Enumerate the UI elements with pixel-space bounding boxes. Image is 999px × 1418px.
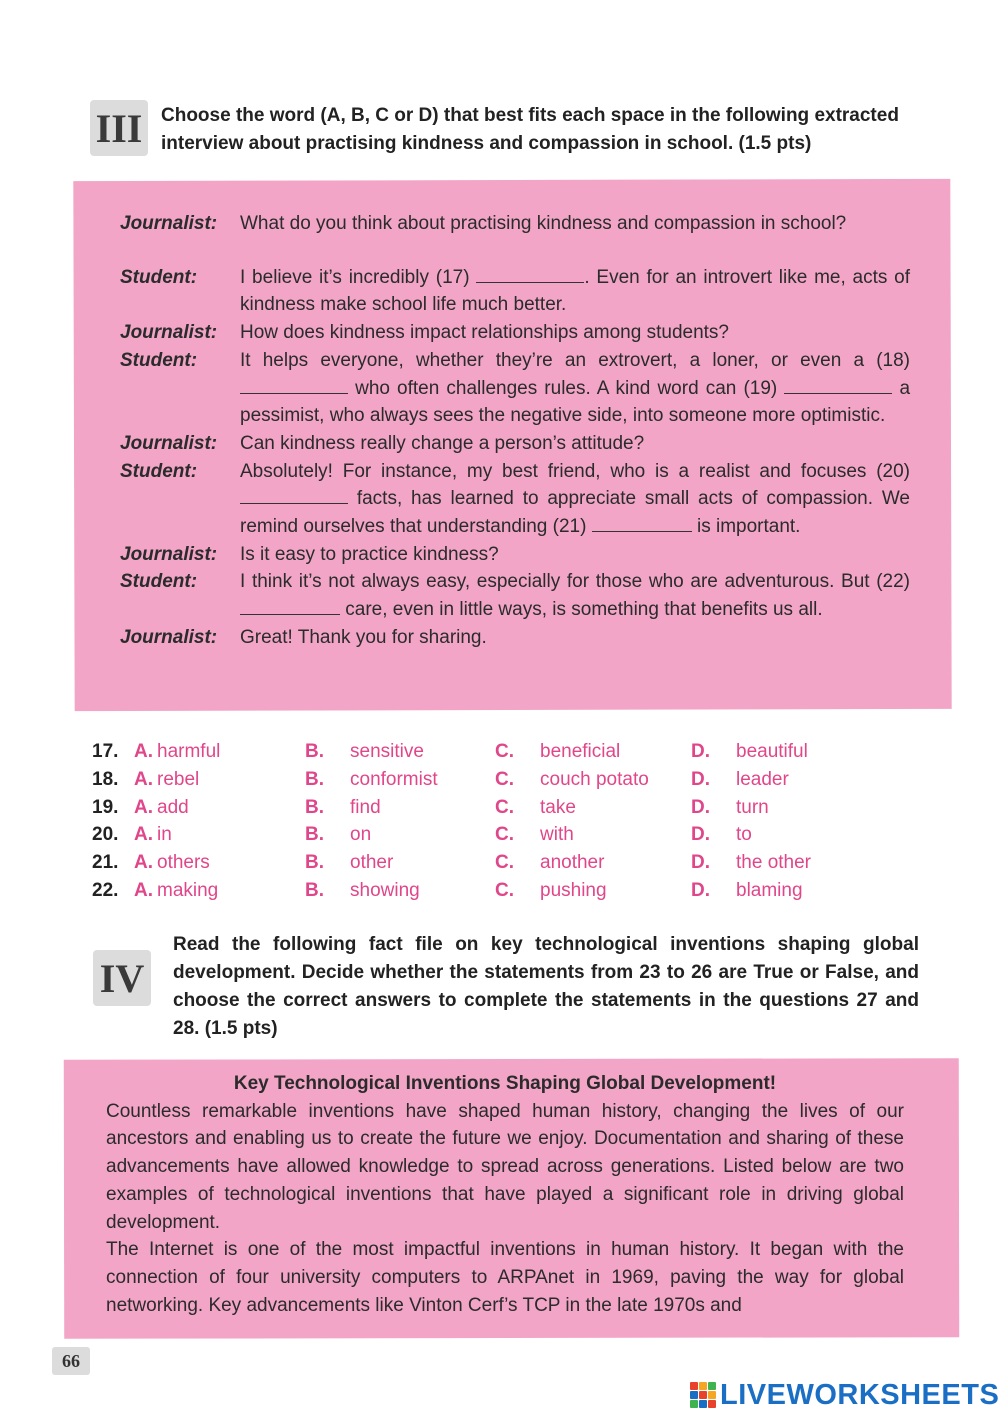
blank-22[interactable] xyxy=(240,597,340,615)
option-b[interactable]: conformist xyxy=(350,768,438,790)
dialog-text xyxy=(240,264,910,319)
speaker-label: Journalist: xyxy=(120,626,218,648)
option-letter: D. xyxy=(691,768,710,790)
dialog-line xyxy=(120,458,910,541)
dialog-text: How does kindness impact relationships among students? xyxy=(240,322,729,344)
section-number-badge: IV xyxy=(93,950,151,1006)
dialog-text: Is it easy to practice kindness? xyxy=(240,543,499,565)
option-letter: C. xyxy=(495,879,514,901)
option-letter: B. xyxy=(305,824,324,846)
option-a[interactable]: add xyxy=(157,796,189,818)
question-row xyxy=(92,794,811,822)
option-letter: D. xyxy=(691,852,710,874)
option-letter: D. xyxy=(691,741,710,762)
dialog-text-part: . Even for an introvert like me, acts of kindness make school life much better. xyxy=(240,266,911,316)
factfile-paragraph: The Internet is one of the most impactful inventions in human history. It began with the connection of four university computers to ARPAnet in 1969, paving the way for global networking. Key advancements like Vinton Cerf’s TCP in the late 1970s and xyxy=(106,1239,904,1316)
option-letter: B. xyxy=(305,852,324,874)
question-row xyxy=(92,738,811,766)
question-number: 18. xyxy=(92,768,119,790)
speaker-label: Student: xyxy=(120,571,198,593)
option-letter: D. xyxy=(691,824,710,846)
dialog-line xyxy=(120,541,910,569)
question-number: 20. xyxy=(92,824,119,846)
option-c[interactable]: couch potato xyxy=(540,768,649,790)
dialog-line xyxy=(120,210,910,238)
brand-name: LIVEWORKSHEETS xyxy=(720,1378,999,1411)
option-letter: A. xyxy=(134,741,153,762)
dialog-line xyxy=(120,568,910,623)
blank-18[interactable] xyxy=(240,376,348,394)
speaker-label: Journalist: xyxy=(120,432,218,454)
question-number: 17. xyxy=(92,741,119,762)
option-letter: C. xyxy=(495,741,514,762)
option-letter: A. xyxy=(134,796,153,818)
option-b[interactable]: sensitive xyxy=(350,741,424,762)
factfile-title: Key Technological Inventions Shaping Global Development! xyxy=(233,1073,777,1094)
dialog-line xyxy=(120,264,910,319)
option-d[interactable]: turn xyxy=(736,796,769,818)
option-letter: C. xyxy=(495,852,514,874)
dialog-text-part: is important. xyxy=(696,516,801,538)
dialog-text-part: It helps everyone, whether they’re an extrovert, a loner, or even a (18) xyxy=(240,349,910,371)
option-d[interactable]: the other xyxy=(736,852,811,874)
dialog-text-part: a pessimist, who always sees the negative side, into someone more optimistic. xyxy=(240,377,911,427)
option-c[interactable]: pushing xyxy=(540,879,607,901)
dialog-text xyxy=(240,568,910,623)
question-row xyxy=(92,766,811,794)
question-row xyxy=(92,877,811,905)
option-b[interactable]: find xyxy=(350,796,381,818)
speaker-label: Student: xyxy=(120,349,198,371)
answer-options xyxy=(92,738,811,905)
speaker-label: Journalist: xyxy=(120,543,218,565)
dialog-text-part: who often challenges rules. A kind word can (19) xyxy=(355,377,778,399)
dialog-text-part: facts, has learned to appreciate small acts of compassion. We remind ourselves that understanding (21) xyxy=(240,488,911,538)
question-number: 19. xyxy=(92,796,119,818)
option-letter: B. xyxy=(305,796,324,818)
option-c[interactable]: another xyxy=(540,852,605,874)
blank-20[interactable] xyxy=(240,486,348,504)
dialog-text-part: I think it’s not always easy, especially for those who are adventurous. But (22) xyxy=(240,571,910,593)
blank-19[interactable] xyxy=(784,376,892,394)
option-c[interactable]: take xyxy=(540,796,576,818)
option-d[interactable]: to xyxy=(736,824,752,846)
option-letter: C. xyxy=(495,824,514,846)
section-instruction: Read the following fact file on key technological inventions shaping global development. Decide whether the statements from 23 to 26 are True or False, and choose the correct answers to complete the statements in the questions 27 and 28. (1.5 pts) xyxy=(173,934,919,1039)
blank-21[interactable] xyxy=(592,514,692,532)
option-letter: A. xyxy=(134,768,153,790)
option-a[interactable]: in xyxy=(157,824,172,846)
option-letter: A. xyxy=(134,879,153,901)
speaker-label: Student: xyxy=(120,460,198,482)
dialog-text: What do you think about practising kindness and compassion in school? xyxy=(240,213,847,234)
dialog-text: Great! Thank you for sharing. xyxy=(240,626,487,648)
option-a[interactable]: harmful xyxy=(157,741,221,762)
option-c[interactable]: beneficial xyxy=(540,741,621,762)
factfile-paragraph: Countless remarkable inventions have shaped human history, changing the lives of our ancestors and enabling us to create the future we enjoy. Documentation and sharing of these advancements have allowed knowledge to spread across generations. Listed below are two examples of technological inventions that have played a significant role in driving global development. xyxy=(106,1100,904,1233)
option-d[interactable]: blaming xyxy=(736,879,803,901)
dialog-text xyxy=(240,458,910,541)
option-letter: B. xyxy=(305,879,324,901)
dialog-line xyxy=(120,624,910,652)
section-instruction: Choose the word (A, B, C or D) that best fits each space in the following extracted interview about practising kindness and compassion in school. (1.5 pts) xyxy=(161,105,899,154)
dialog-text xyxy=(240,347,910,430)
option-letter: C. xyxy=(495,768,514,790)
option-letter: B. xyxy=(305,741,324,762)
factfile xyxy=(106,1070,904,1319)
dialog-text: Can kindness really change a person’s attitude? xyxy=(240,432,645,454)
option-b[interactable]: showing xyxy=(350,879,420,901)
speaker-label: Journalist: xyxy=(120,322,218,344)
dialog-line xyxy=(120,347,910,430)
option-letter: B. xyxy=(305,768,324,790)
question-number: 21. xyxy=(92,852,119,874)
option-letter: A. xyxy=(134,852,153,874)
option-b[interactable]: other xyxy=(350,852,394,874)
option-letter: C. xyxy=(495,796,514,818)
question-row xyxy=(92,821,811,849)
dialog-text-part: Absolutely! For instance, my best friend, who is a realist and focuses (20) xyxy=(240,460,910,482)
question-number: 22. xyxy=(92,879,119,901)
option-b[interactable]: on xyxy=(350,824,372,846)
dialog-line xyxy=(120,319,910,347)
dialog-line xyxy=(120,430,910,458)
question-row xyxy=(92,849,811,877)
option-a[interactable]: making xyxy=(157,879,219,901)
liveworksheets-logo xyxy=(690,1378,999,1412)
dialog-text-part: care, even in little ways, is something that benefits us all. xyxy=(345,599,823,621)
dialog-text-part: I believe it’s incredibly (17) xyxy=(240,266,470,288)
option-letter: A. xyxy=(134,824,153,846)
option-letter: D. xyxy=(691,879,710,901)
option-letter: D. xyxy=(691,796,710,818)
logo-grid-icon xyxy=(690,1382,716,1408)
speaker-label: Journalist: xyxy=(120,213,218,234)
option-d[interactable]: beautiful xyxy=(736,741,808,762)
option-d[interactable]: leader xyxy=(736,768,789,790)
option-a[interactable]: others xyxy=(157,852,210,874)
speaker-label: Student: xyxy=(120,266,198,288)
section-number-badge: III xyxy=(90,100,148,156)
interview-dialog xyxy=(120,210,910,652)
page-number: 66 xyxy=(52,1347,90,1375)
option-a[interactable]: rebel xyxy=(157,768,200,790)
option-c[interactable]: with xyxy=(540,824,574,846)
blank-17[interactable] xyxy=(476,265,584,283)
